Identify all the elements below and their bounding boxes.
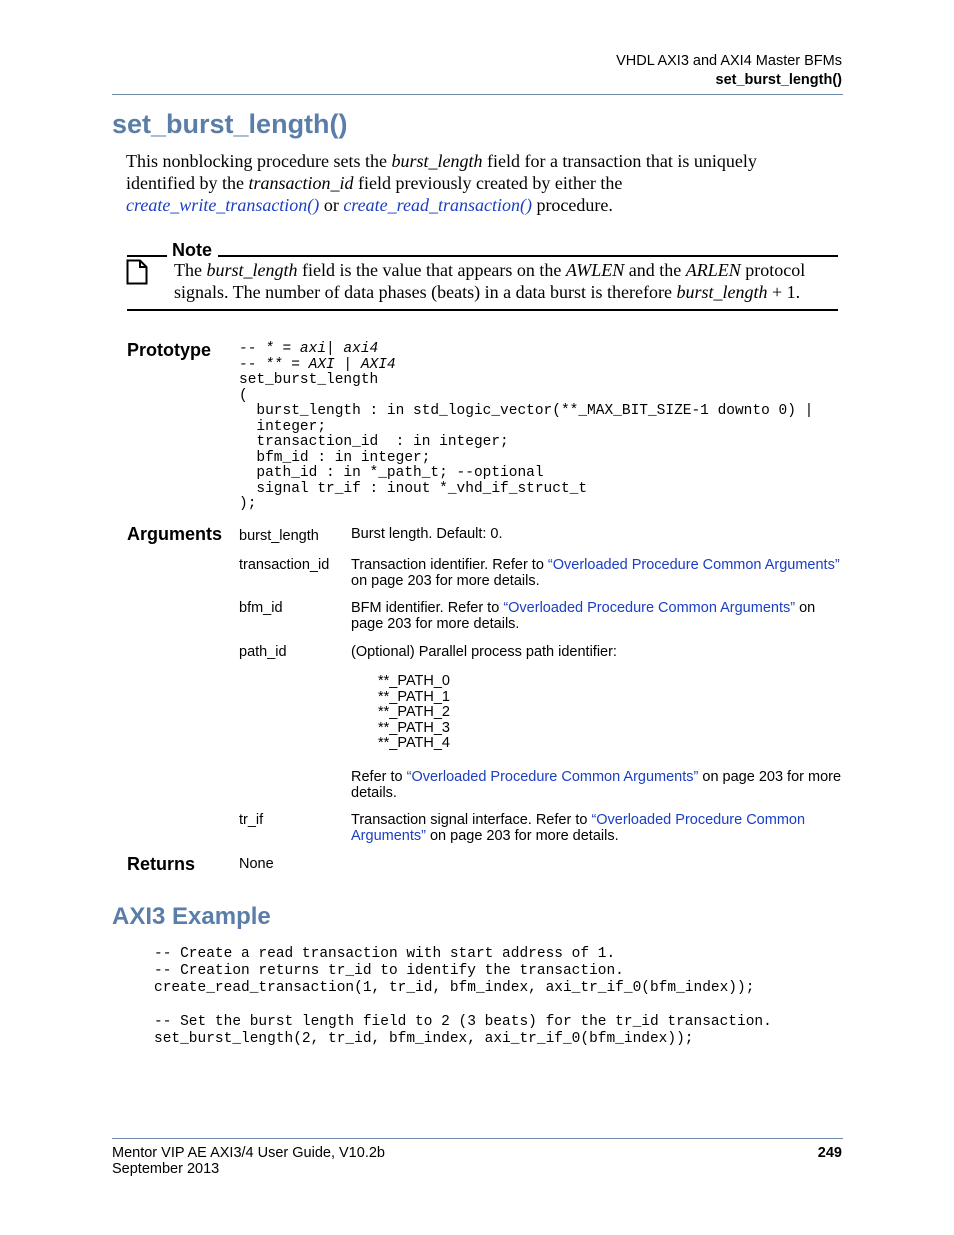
arg-desc-text: on page 203 for more details. (351, 573, 540, 589)
arg-desc-path-id: (Optional) Parallel process path identifier: (351, 644, 617, 660)
link-create-write-transaction[interactable]: create_write_transaction() (126, 195, 320, 215)
running-header-section: set_burst_length() (715, 72, 842, 88)
note-rule-right (218, 255, 838, 257)
note-text-part: The (174, 260, 207, 280)
code-line: bfm_id : in integer; (239, 449, 431, 466)
returns-value: None (239, 856, 274, 872)
path-list (378, 674, 450, 752)
code-line-comment: -- ** = AXI | AXI4 (239, 356, 396, 373)
code-line-comment: -- * = axi| axi4 (239, 341, 379, 357)
note-emphasis: ARLEN (685, 260, 741, 280)
arg-name-tr-if: tr_if (239, 812, 264, 828)
footer-divider (112, 1138, 843, 1139)
intro-paragraph (126, 150, 826, 216)
arg-desc-text: Transaction identifier. Refer to (351, 557, 548, 573)
link-overloaded-args[interactable]: “Overloaded Procedure Common Arguments” (547, 557, 840, 573)
arg-name-path-id: path_id (239, 644, 287, 660)
intro-text: field previously created by either the (353, 173, 623, 193)
note-text-part: and the (624, 260, 686, 280)
path-item: **_PATH_2 (378, 704, 450, 720)
arg-desc-text: on page 203 for more details. (351, 769, 842, 801)
link-overloaded-args[interactable]: “Overloaded Procedure Common Arguments” (503, 600, 796, 616)
arg-desc-text: on page 203 for more details. (351, 600, 816, 632)
code-line: -- Create a read transaction with start address of 1. (154, 946, 616, 962)
arg-desc-text: on page 203 for more details. (425, 828, 619, 844)
code-line: -- Set the burst length field to 2 (3 beats) for the tr_id transaction. (154, 1014, 772, 1030)
code-line: signal tr_if : inout *_vhd_if_struct_t (239, 480, 588, 497)
example-heading: AXI3 Example (112, 903, 271, 930)
running-header-title: VHDL AXI3 and AXI4 Master BFMs (616, 53, 842, 69)
link-create-read-transaction[interactable]: create_read_transaction() (343, 195, 532, 215)
header-divider (112, 94, 843, 95)
code-line: path_id : in *_path_t; --optional (239, 465, 544, 481)
arg-name-transaction-id: transaction_id (239, 557, 330, 573)
arg-desc-bfm-id (351, 600, 843, 632)
intro-emphasis: burst_length (391, 151, 483, 171)
page-title: set_burst_length() (112, 109, 348, 139)
note-icon (126, 259, 148, 285)
code-line: ); (239, 496, 257, 512)
link-overloaded-args[interactable]: “Overloaded Procedure Common Arguments” (351, 812, 806, 844)
arg-desc-text: Refer to (351, 769, 407, 785)
link-overloaded-args[interactable]: “Overloaded Procedure Common Arguments” (406, 769, 699, 785)
note-emphasis: burst_length (206, 260, 298, 280)
path-item: **_PATH_3 (378, 719, 450, 736)
note-emphasis: burst_length (676, 282, 768, 302)
footer-date: September 2013 (112, 1161, 220, 1177)
note-rule-left (127, 255, 167, 257)
code-line: set_burst_length (239, 372, 379, 388)
example-code (154, 946, 772, 1048)
arg-desc-burst-length: Burst length. Default: 0. (351, 526, 503, 542)
intro-text: field for a transaction that is uniquely identified by the (126, 151, 757, 193)
arg-desc-tr-if (351, 812, 843, 844)
code-line: set_burst_length(2, tr_id, bfm_index, axi_tr_if_0(bfm_index)); (154, 1031, 694, 1047)
note-text-part: field is the value that appears on the (297, 260, 566, 280)
code-line: ( (239, 387, 248, 404)
note-text (174, 259, 839, 303)
arguments-label: Arguments (127, 524, 223, 544)
code-line: create_read_transaction(1, tr_id, bfm_index, axi_tr_if_0(bfm_index)); (154, 980, 755, 996)
arg-desc-transaction-id (351, 557, 843, 589)
note-rule-bottom (127, 309, 838, 311)
code-line: -- Creation returns tr_id to identify the transaction. (154, 963, 624, 979)
page-number: 249 (817, 1145, 842, 1161)
returns-label: Returns (127, 854, 196, 874)
arg-desc-path-id-refer (351, 769, 843, 801)
path-item: **_PATH_0 (378, 673, 450, 689)
path-item: **_PATH_4 (378, 735, 450, 751)
note-text-part: protocol signals. The number of data phases (beats) in a data burst is therefore (174, 260, 806, 302)
path-item: **_PATH_1 (378, 688, 450, 705)
note-text-part: + 1. (767, 282, 801, 302)
arg-name-bfm-id: bfm_id (239, 600, 283, 616)
intro-text: procedure. (531, 195, 613, 215)
prototype-label: Prototype (127, 340, 212, 360)
note-label: Note (172, 240, 212, 260)
prototype-code (239, 342, 813, 513)
note-emphasis: AWLEN (565, 260, 625, 280)
code-line: burst_length : in std_logic_vector(**_MAX_BIT_SIZE-1 downto 0) | (239, 403, 814, 419)
code-line: transaction_id : in integer; (239, 434, 509, 450)
intro-emphasis: transaction_id (248, 173, 354, 193)
code-line: integer; (239, 418, 327, 435)
intro-text: This nonblocking procedure sets the (126, 151, 392, 171)
intro-text: or (319, 195, 344, 215)
footer-document-title: Mentor VIP AE AXI3/4 User Guide, V10.2b (112, 1145, 385, 1161)
arg-desc-text: Transaction signal interface. Refer to (351, 812, 592, 828)
arg-name-burst-length: burst_length (239, 528, 319, 544)
arg-desc-text: BFM identifier. Refer to (351, 600, 504, 616)
